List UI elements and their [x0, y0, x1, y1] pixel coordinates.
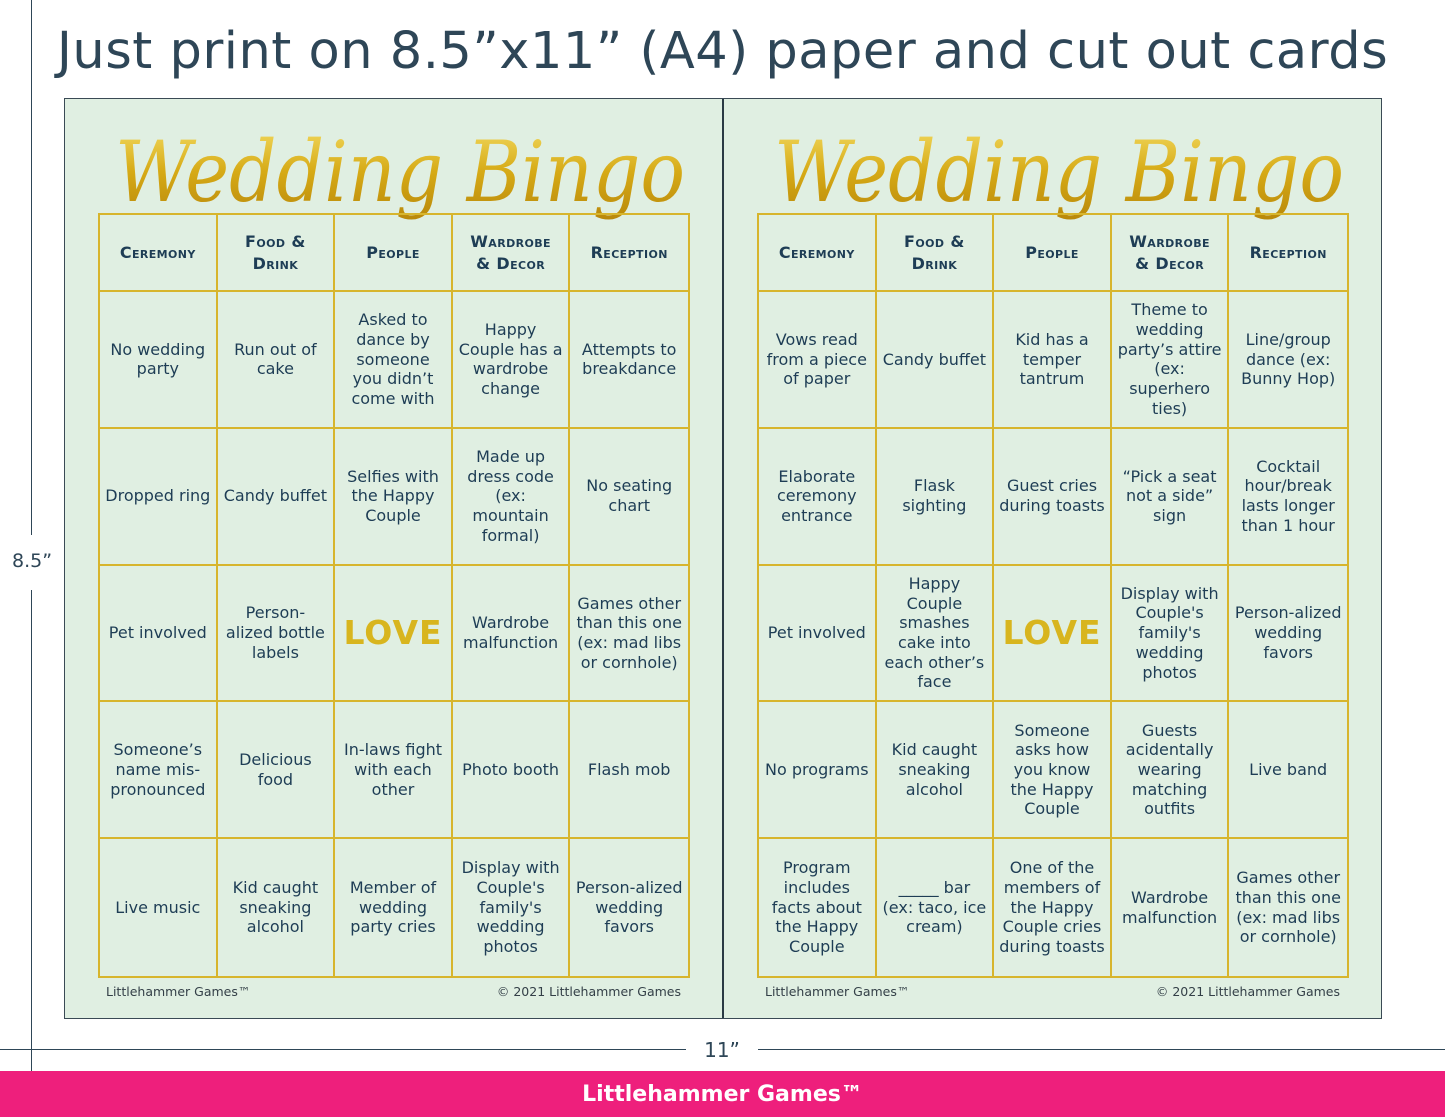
card-title-text: Wedding Bingo — [774, 123, 1344, 221]
bingo-square: Guest cries during toasts — [994, 429, 1112, 566]
bingo-square: Delicious food — [218, 702, 336, 839]
bingo-square: No seating chart — [570, 429, 688, 566]
bingo-square: Member of wedding party cries — [335, 839, 453, 976]
bingo-square: Program includes facts about the Happy Couple — [759, 839, 877, 976]
bingo-square: Someone asks how you know the Happy Couple — [994, 702, 1112, 839]
bingo-square: Live music — [100, 839, 218, 976]
card-footer-brand: Littlehammer Games™ — [765, 984, 910, 999]
bingo-square: “Pick a seat not a side” sign — [1112, 429, 1230, 566]
column-header: Reception — [1229, 215, 1347, 292]
bingo-square: Run out of cake — [218, 292, 336, 429]
bingo-square: Flask sighting — [877, 429, 995, 566]
bingo-square: Cocktail hour/break lasts longer than 1 hour — [1229, 429, 1347, 566]
brand-footer-bar — [0, 1071, 1445, 1117]
bingo-square: Elaborate ceremony entrance — [759, 429, 877, 566]
free-space: LOVE — [994, 566, 1112, 703]
bingo-square: Flash mob — [570, 702, 688, 839]
bingo-square: In-laws fight with each other — [335, 702, 453, 839]
bingo-square: Happy Couple has a wardrobe change — [453, 292, 571, 429]
bingo-square: Person-alized bottle labels — [218, 566, 336, 703]
bingo-grid — [757, 213, 1349, 978]
bingo-square: Person-alized wedding favors — [575, 878, 683, 937]
bingo-square: Selfies with the Happy Couple — [335, 429, 453, 566]
bingo-square: Guests acidentally wearing matching outfits — [1112, 702, 1230, 839]
column-header: Food & Drink — [877, 215, 995, 292]
column-header: People — [994, 215, 1112, 292]
card-title — [764, 109, 1354, 229]
bingo-square: Kid caught sneaking alcohol — [218, 839, 336, 976]
height-dimension-label: 8.5” — [12, 550, 53, 572]
bingo-card-1 — [65, 99, 721, 1018]
brand-name: Littlehammer Games™ — [582, 1081, 863, 1107]
bingo-square: Line/group dance (ex: Bunny Hop) — [1229, 292, 1347, 429]
bingo-square: Attempts to breakdance — [570, 292, 688, 429]
card-footer-copyright: © 2021 Littlehammer Games — [496, 984, 681, 999]
printable-sheet — [64, 98, 1382, 1019]
bingo-square: Display with Couple's family's wedding photos — [453, 839, 571, 976]
bingo-square: Dropped ring — [100, 429, 218, 566]
bingo-square: One of the members of the Happy Couple cries during toasts — [994, 839, 1112, 976]
column-header: Food & Drink — [218, 215, 336, 292]
bingo-square: Someone’s name mis-pronounced — [100, 702, 218, 839]
bingo-square: Photo booth — [453, 702, 571, 839]
bingo-square: No programs — [759, 702, 877, 839]
bingo-square: Games other than this one (ex: mad libs or cornhole) — [1235, 868, 1341, 947]
bingo-square: Kid has a temper tantrum — [994, 292, 1112, 429]
card-footer-copyright: © 2021 Littlehammer Games — [1155, 984, 1340, 999]
column-header: Wardrobe & Decor — [453, 215, 571, 292]
bingo-square: Display with Couple's family's wedding photos — [1112, 566, 1230, 703]
bingo-grid — [98, 213, 690, 978]
width-dimension-line-right — [758, 1049, 1445, 1050]
height-dimension-line-lower — [31, 590, 32, 1117]
bingo-square: Pet involved — [759, 566, 877, 703]
bingo-square: Pet involved — [100, 566, 218, 703]
bingo-square: _____ bar (ex: taco, ice cream) — [877, 839, 995, 976]
card-title — [105, 109, 695, 229]
bingo-square: Theme to wedding party’s attire (ex: superhero ties) — [1112, 292, 1230, 429]
column-header: People — [335, 215, 453, 292]
width-dimension-label: 11” — [704, 1038, 740, 1062]
column-header: Ceremony — [759, 215, 877, 292]
page-headline: Just print on 8.5”x11” (A4) paper and cut out cards — [56, 22, 1389, 81]
free-space: LOVE — [335, 566, 453, 703]
bingo-square: Asked to dance by someone you didn’t come with — [335, 292, 453, 429]
card-title-text: Wedding Bingo — [115, 123, 685, 221]
bingo-square: No wedding party — [100, 292, 218, 429]
bingo-square: Vows read from a piece of paper — [759, 292, 877, 429]
bingo-square: Candy buffet — [218, 429, 336, 566]
bingo-square: Candy buffet — [877, 292, 995, 429]
bingo-square: Wardrobe malfunction — [453, 566, 571, 703]
bingo-square: Live band — [1229, 702, 1347, 839]
width-dimension-line — [0, 1049, 686, 1050]
bingo-square: Kid caught sneaking alcohol — [877, 702, 995, 839]
height-dimension-line — [31, 0, 32, 535]
card-footer-brand: Littlehammer Games™ — [106, 984, 251, 999]
bingo-square: Games other than this one (ex: mad libs or cornhole) — [570, 566, 688, 703]
bingo-square: Person-alized wedding favors — [1229, 566, 1347, 703]
bingo-square: Made up dress code (ex: mountain formal) — [453, 429, 571, 566]
bingo-card-2 — [724, 99, 1380, 1018]
bingo-square: Happy Couple smashes cake into each other’s face — [877, 566, 995, 703]
column-header: Ceremony — [100, 215, 218, 292]
column-header: Wardrobe & Decor — [1112, 215, 1230, 292]
column-header: Reception — [570, 215, 688, 292]
bingo-square: Wardrobe malfunction — [1112, 839, 1230, 976]
